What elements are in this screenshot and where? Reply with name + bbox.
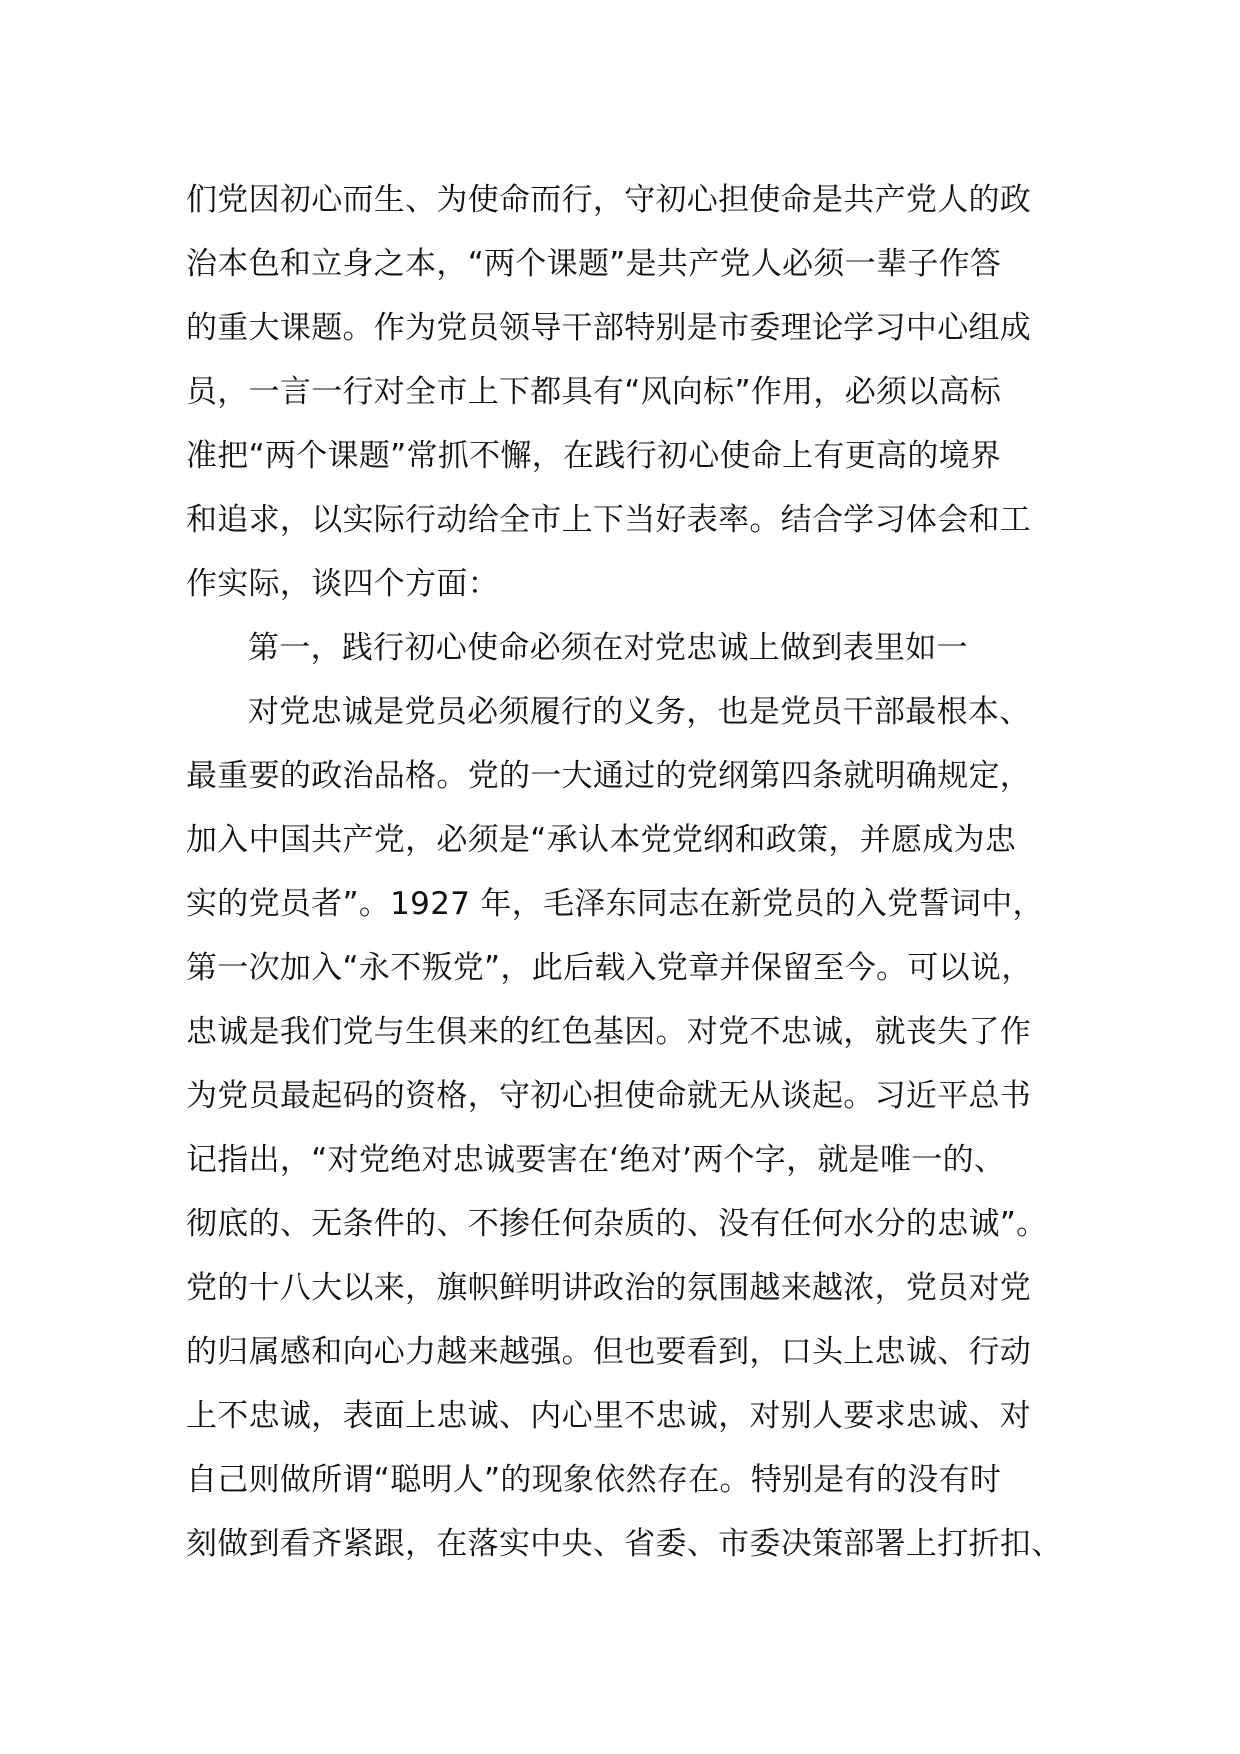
- text-line: 自己则做所谓“聪明人”的现象依然存在。特别是有的没有时: [186, 1462, 1002, 1498]
- paragraph-start-line: 对党忠诚是党员必须履行的义务，也是党员干部最根本、: [248, 694, 1031, 730]
- text-line: 党的十八大以来，旗帜鲜明讲政治的氛围越来越浓，党员对党: [186, 1270, 1032, 1306]
- text-line: 作实际，谈四个方面：: [186, 566, 499, 602]
- text-line: 实的党员者”。1927 年，毛泽东同志在新党员的入党誓词中，: [186, 886, 1044, 922]
- text-line: 的归属感和向心力越来越强。但也要看到，口头上忠诚、行动: [186, 1334, 1032, 1370]
- text-line: 忠诚是我们党与生俱来的红色基因。对党不忠诚，就丧失了作: [186, 1014, 1032, 1050]
- section-heading: 第一，践行初心使命必须在对党忠诚上做到表里如一: [248, 630, 968, 666]
- text-line: 彻底的、无条件的、不掺任何杂质的、没有任何水分的忠诚”。: [186, 1206, 1048, 1242]
- text-line: 的重大课题。作为党员领导干部特别是市委理论学习中心组成: [186, 310, 1032, 346]
- text-line: 为党员最起码的资格，守初心担使命就无从谈起。习近平总书: [186, 1078, 1032, 1114]
- text-line: 最重要的政治品格。党的一大通过的党纲第四条就明确规定，: [186, 758, 1032, 794]
- text-line: 治本色和立身之本，“两个课题”是共产党人必须一辈子作答: [186, 246, 1002, 282]
- text-line: 准把“两个课题”常抓不懈，在践行初心使命上有更高的境界: [186, 438, 1002, 474]
- text-line: 记指出，“对党绝对忠诚要害在‘绝对’两个字，就是唯一的、: [186, 1142, 1006, 1178]
- text-line: 刻做到看齐紧跟，在落实中央、省委、市委决策部署上打折扣、: [186, 1526, 1063, 1562]
- text-line: 员，一言一行对全市上下都具有“风向标”作用，必须以高标: [186, 374, 1002, 410]
- text-line: 第一次加入“永不叛党”，此后载入党章并保留至今。可以说，: [186, 950, 1033, 986]
- text-line: 们党因初心而生、为使命而行，守初心担使命是共产党人的政: [186, 182, 1032, 218]
- text-line: 加入中国共产党，必须是“承认本党党纲和政策，并愿成为忠: [186, 822, 1017, 858]
- text-line: 上不忠诚，表面上忠诚、内心里不忠诚，对别人要求忠诚、对: [186, 1398, 1032, 1434]
- body-text: [186, 168, 1086, 1576]
- text-line: 和追求，以实际行动给全市上下当好表率。结合学习体会和工: [186, 502, 1032, 538]
